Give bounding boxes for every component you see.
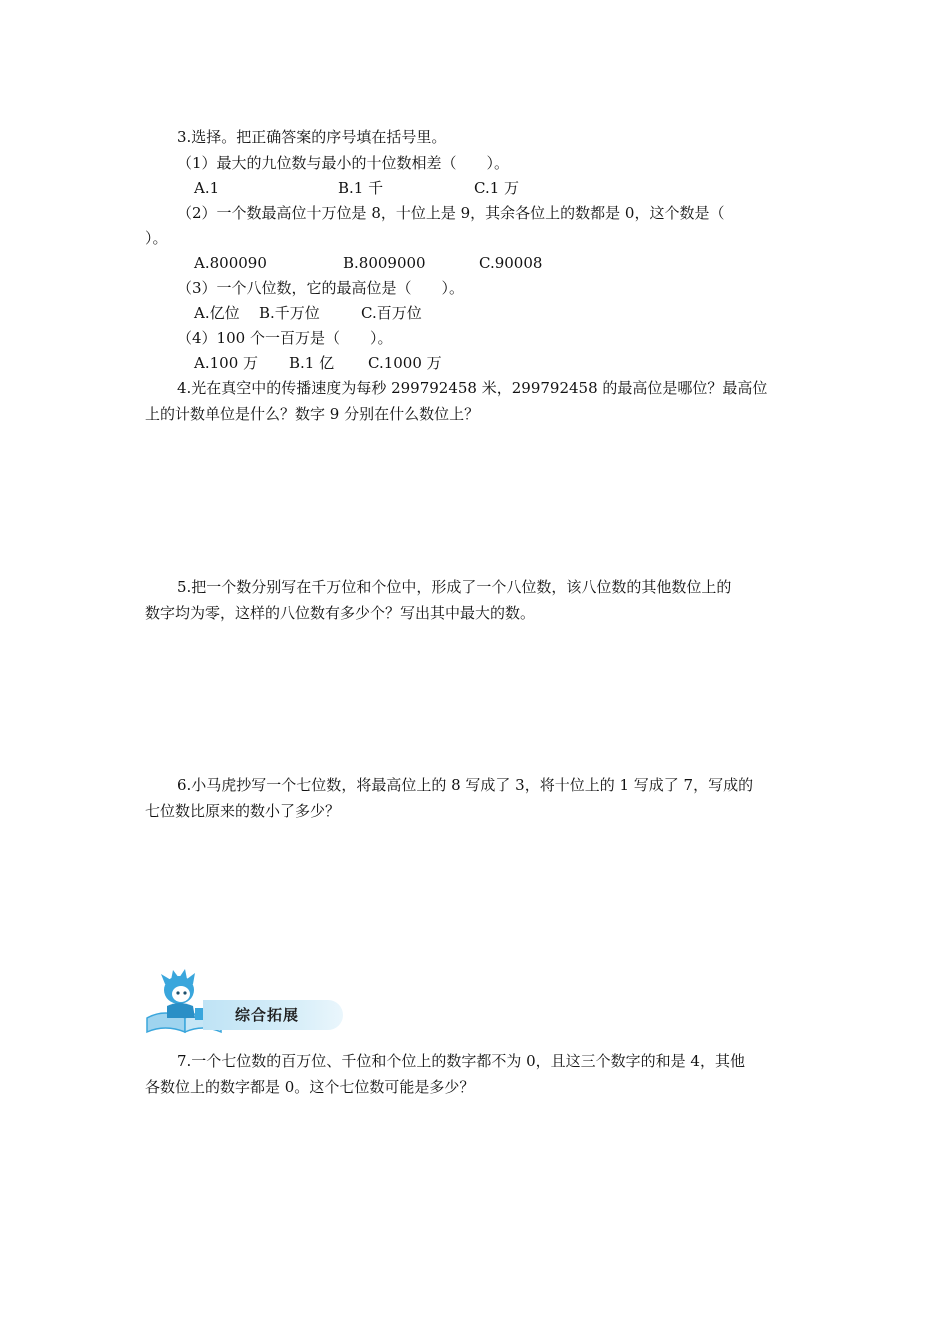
q6-line1: 6.小马虎抄写一个七位数，将最高位上的 8 写成了 3，将十位上的 1 写成了 7，写成的 <box>177 776 754 794</box>
q3-sub3-option-a: A.亿位 <box>194 304 240 322</box>
q3-sub2-option-a: A.800090 <box>194 254 267 272</box>
q3-sub1-option-b: B.1 千 <box>338 179 384 197</box>
banner-title: 综合拓展 <box>235 1006 300 1024</box>
q3-sub2-option-c: C.90008 <box>479 254 543 272</box>
q3-sub2-line2: ）。 <box>145 229 168 247</box>
q7-line2: 各数位上的数字都是 0。这个七位数可能是多少？ <box>145 1078 475 1096</box>
q3-sub3-option-c: C.百万位 <box>361 304 422 322</box>
q3-sub4-option-b: B.1 亿 <box>289 354 335 372</box>
q4-line1: 4.光在真空中的传播速度为每秒 299792458 米，299792458 的最高位是哪位？最高位 <box>177 379 768 397</box>
q6-line2: 七位数比原来的数小了多少？ <box>145 802 341 820</box>
q3-sub1-option-c: C.1 万 <box>474 179 520 197</box>
q3-sub1: （1）最大的九位数与最小的十位数相差（ ）。 <box>177 154 510 172</box>
section-banner <box>145 968 345 1034</box>
q3-sub3: （3）一个八位数，它的最高位是（ ）。 <box>177 279 465 297</box>
q3-sub2-option-b: B.8009000 <box>343 254 426 272</box>
q3-sub4-option-c: C.1000 万 <box>368 354 442 372</box>
q3-title: 3.选择。把正确答案的序号填在括号里。 <box>177 128 447 146</box>
q3-sub3-option-b: B.千万位 <box>259 304 320 322</box>
q3-sub4: （4）100 个一百万是（ ）。 <box>177 329 393 347</box>
q7-line1: 7.一个七位数的百万位、千位和个位上的数字都不为 0，且这三个数字的和是 4，其他 <box>177 1052 745 1070</box>
q4-line2: 上的计数单位是什么？数字 9 分别在什么数位上？ <box>145 405 480 423</box>
q3-sub2-line1: （2）一个数最高位十万位是 8，十位上是 9，其余各位上的数都是 0，这个数是（ <box>177 204 725 222</box>
q5-line1: 5.把一个数分别写在千万位和个位中，形成了一个八位数，该八位数的其他数位上的 <box>177 578 732 596</box>
q5-line2: 数字均为零，这样的八位数有多少个？写出其中最大的数。 <box>145 604 536 622</box>
q3-sub1-option-a: A.1 <box>194 179 220 197</box>
q3-sub4-option-a: A.100 万 <box>194 354 258 372</box>
